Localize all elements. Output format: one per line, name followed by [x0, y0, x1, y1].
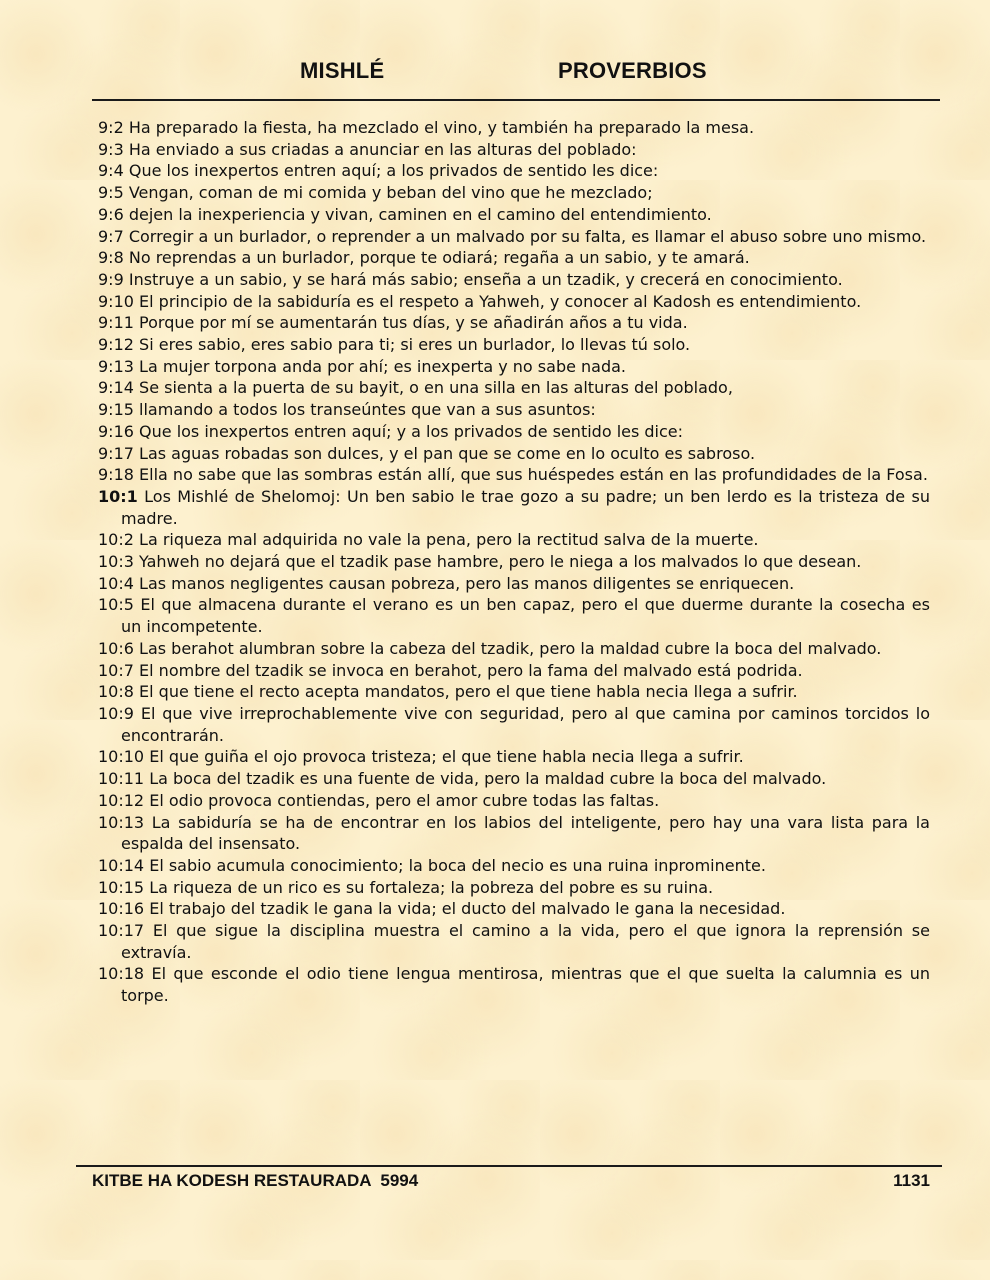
verse-item — [98, 247, 930, 269]
verse-item — [98, 594, 930, 637]
verse-item — [98, 443, 930, 465]
verse-text: El que guiña el ojo provoca tristeza; el que tiene habla necia llega a sufrir. — [149, 747, 744, 767]
verse-text: La riqueza mal adquirida no vale la pena, pero la rectitud salva de la muerte. — [139, 530, 759, 550]
verse-text: Se sienta a la puerta de su bayit, o en una silla en las alturas del poblado, — [139, 378, 733, 398]
verse-reference: 10:6 — [98, 638, 134, 658]
verse-text: El que almacena durante el verano es un ben capaz, pero el que duerme durante la cosecha es un incompetente. — [121, 595, 930, 637]
verse-reference: 9:13 — [98, 356, 134, 376]
verse-item — [98, 464, 930, 486]
verse-item — [98, 877, 930, 899]
verse-text: La sabiduría se ha de encontrar en los labios del inteligente, pero hay una vara lista para la espalda del insensato. — [121, 812, 930, 854]
verse-item — [98, 660, 930, 682]
verse-reference: 9:7 — [98, 226, 124, 246]
verse-reference: 10:18 — [98, 964, 145, 984]
verse-text: llamando a todos los transeúntes que van a sus asuntos: — [139, 400, 596, 420]
verse-item — [98, 681, 930, 703]
verse-text: Porque por mí se aumentarán tus días, y se añadirán años a tu vida. — [139, 313, 688, 333]
verse-item — [98, 139, 930, 161]
verse-reference: 10:16 — [98, 899, 145, 919]
verse-text: El que sigue la disciplina muestra el camino a la vida, pero el que ignora la reprensión se extravía. — [121, 921, 930, 962]
verse-item — [98, 204, 930, 226]
verse-text: Yahweh no dejará que el tzadik pase hambre, pero le niega a los malvados lo que desean. — [139, 552, 862, 572]
verse-item — [98, 855, 930, 877]
verse-item — [98, 768, 930, 790]
verse-item — [98, 963, 930, 1006]
verse-reference: 9:16 — [98, 421, 134, 441]
verse-reference: 10:15 — [98, 877, 145, 897]
page-number: 1131 — [893, 1171, 930, 1190]
book-title-hebrew: MISHLÉ — [300, 58, 385, 83]
verse-reference: 10:13 — [98, 812, 145, 832]
verse-item — [98, 898, 930, 920]
verse-reference: 9:11 — [98, 313, 134, 333]
verse-item — [98, 638, 930, 660]
verse-reference: 10:2 — [98, 530, 134, 550]
verse-item — [98, 269, 930, 291]
book-title-spanish: PROVERBIOS — [558, 58, 707, 83]
verse-item — [98, 920, 930, 963]
verse-reference: 10:5 — [98, 595, 134, 615]
verse-item — [98, 226, 930, 248]
verse-text: Ha preparado la fiesta, ha mezclado el vino, y también ha preparado la mesa. — [128, 118, 755, 137]
verse-item — [98, 377, 930, 399]
verse-reference: 9:2 — [98, 118, 124, 137]
verse-text: Que los inexpertos entren aquí; y a los privados de sentido les dice: — [139, 421, 684, 441]
verse-text: Ella no sabe que las sombras están allí, que sus huéspedes están en las profundidades de la Fosa. — [139, 465, 928, 485]
verse-item — [98, 334, 930, 356]
verse-text: Las aguas robadas son dulces, y el pan que se come en lo oculto es sabroso. — [139, 443, 756, 463]
verse-reference: 10:1 — [98, 486, 138, 506]
verse-item — [98, 356, 930, 378]
verse-text: Los Mishlé de Shelomoj: Un ben sabio le trae gozo a su padre; un ben lerdo es la tristeza de su madre. — [121, 486, 930, 528]
verse-reference: 9:3 — [98, 139, 124, 159]
verse-item — [98, 117, 930, 139]
verse-reference: 9:15 — [98, 400, 134, 420]
verse-item — [98, 421, 930, 443]
verse-text: dejen la inexperiencia y vivan, caminen en el camino del entendimiento. — [128, 204, 712, 224]
verse-text: Instruye a un sabio, y se hará más sabio; enseña a un tzadik, y crecerá en conocimiento. — [128, 269, 843, 289]
verse-reference: 10:10 — [98, 747, 145, 767]
verse-text: El que vive irreprochablemente vive con seguridad, pero al que camina por caminos torcidos lo encontrarán. — [121, 703, 931, 745]
verse-item — [98, 790, 930, 812]
verse-reference: 9:8 — [98, 248, 124, 268]
verse-item — [98, 160, 930, 182]
verse-reference: 10:17 — [98, 921, 145, 941]
verse-text: Vengan, coman de mi comida y beban del vino que he mezclado; — [128, 183, 653, 203]
header-divider — [92, 99, 940, 101]
verse-text: El principio de la sabiduría es el respeto a Yahweh, y conocer al Kadosh es entendimiento. — [139, 291, 862, 311]
verse-reference: 10:11 — [98, 769, 145, 789]
verse-text: Que los inexpertos entren aquí; a los privados de sentido les dice: — [128, 161, 659, 181]
verse-text: El nombre del tzadik se invoca en berahot, pero la fama del malvado está podrida. — [139, 660, 803, 680]
verse-text: El odio provoca contiendas, pero el amor cubre todas las faltas. — [149, 790, 660, 810]
footer-divider — [76, 1165, 942, 1167]
verse-list — [98, 117, 930, 1007]
verse-text: El que tiene el recto acepta mandatos, pero el que tiene habla necia llega a sufrir. — [139, 682, 798, 702]
verse-reference: 9:6 — [98, 204, 124, 224]
verse-reference: 10:4 — [98, 573, 134, 593]
verse-reference: 9:4 — [98, 161, 124, 181]
verse-reference: 9:12 — [98, 335, 134, 355]
verse-text: La mujer torpona anda por ahí; es inexperta y no sabe nada. — [139, 356, 627, 376]
verse-text: La riqueza de un rico es su fortaleza; la pobreza del pobre es su ruina. — [149, 877, 714, 897]
verse-reference: 10:3 — [98, 552, 134, 572]
verse-reference: 9:5 — [98, 183, 124, 203]
verse-text: El que esconde el odio tiene lengua mentirosa, mientras que el que suelta la calumnia es un torpe. — [121, 964, 930, 1006]
verse-reference: 9:10 — [98, 291, 134, 311]
verse-reference: 10:14 — [98, 855, 145, 875]
verse-text: Las manos negligentes causan pobreza, pero las manos diligentes se enriquecen. — [139, 573, 795, 593]
verse-item — [98, 399, 930, 421]
verse-text: Las berahot alumbran sobre la cabeza del tzadik, pero la maldad cubre la boca del malvado. — [139, 638, 882, 658]
verse-item — [98, 703, 930, 746]
verse-reference: 10:7 — [98, 660, 134, 680]
verse-reference: 10:8 — [98, 682, 134, 702]
page-header — [0, 58, 990, 90]
verse-text: Si eres sabio, eres sabio para ti; si eres un burlador, lo llevas tú solo. — [139, 335, 691, 355]
verse-text: La boca del tzadik es una fuente de vida, pero la maldad cubre la boca del malvado. — [149, 769, 827, 789]
verse-reference: 9:17 — [98, 443, 134, 463]
verse-text: El trabajo del tzadik le gana la vida; el ducto del malvado le gana la necesidad. — [149, 899, 786, 919]
verse-item — [98, 551, 930, 573]
footer-publication-title: KITBE HA KODESH RESTAURADA 5994 — [92, 1171, 419, 1190]
verse-reference: 10:12 — [98, 790, 145, 810]
verse-text: No reprendas a un burlador, porque te odiará; regaña a un sabio, y te amará. — [128, 248, 750, 268]
verse-item — [98, 182, 930, 204]
verse-item — [98, 291, 930, 313]
verse-item — [98, 812, 930, 855]
verse-reference: 9:9 — [98, 269, 124, 289]
verse-reference: 9:14 — [98, 378, 134, 398]
verse-item — [98, 486, 930, 529]
verse-text: Corregir a un burlador, o reprender a un malvado por su falta, es llamar el abuso sobre uno mismo. — [128, 226, 927, 246]
verse-item — [98, 312, 930, 334]
verse-item — [98, 746, 930, 768]
verse-item — [98, 573, 930, 595]
verse-item — [98, 529, 930, 551]
verse-text: Ha enviado a sus criadas a anunciar en las alturas del poblado: — [128, 139, 637, 159]
verse-text: El sabio acumula conocimiento; la boca del necio es una ruina inprominente. — [149, 855, 766, 875]
verse-reference: 9:18 — [98, 465, 134, 485]
verse-reference: 10:9 — [98, 703, 134, 723]
